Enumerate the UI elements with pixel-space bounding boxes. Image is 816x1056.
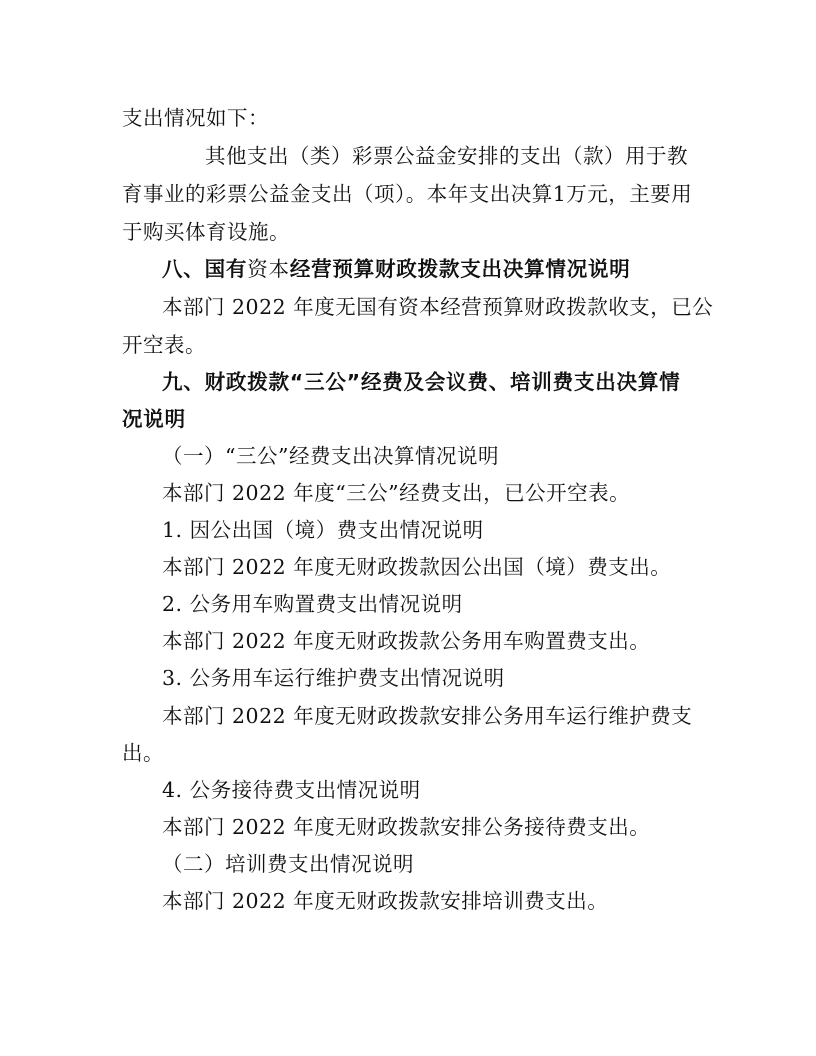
paragraph-line: 本部门 2022 年度无财政拨款安排公务接待费支出。: [162, 815, 651, 839]
paragraph-line: 本部门 2022 年度无财政拨款因公出国（境）费支出。: [162, 555, 672, 579]
heading-text: 经营预算财政拨款支出决算情况说明: [289, 257, 631, 281]
paragraph-line: 本部门 2022 年度无财政拨款安排公务用车运行维护费支: [162, 704, 693, 728]
heading-text: 资本: [247, 257, 290, 281]
section-heading-9-cont: 况说明: [122, 407, 186, 431]
paragraph-line: 出。: [122, 741, 164, 765]
paragraph-line: 于购买体育设施。: [122, 220, 290, 244]
item-heading: 3. 公务用车运行维护费支出情况说明: [162, 666, 505, 690]
paragraph-line: 支出情况如下：: [122, 106, 269, 130]
heading-text: 八、国有: [162, 257, 248, 281]
paragraph-line: 其他支出（类）彩票公益金安排的支出（款）用于教: [205, 144, 688, 168]
item-heading: 4. 公务接待费支出情况说明: [162, 778, 421, 802]
paragraph-line: 育事业的彩票公益金支出（项）。本年支出决算1万元，主要用: [122, 182, 693, 206]
paragraph-line: 本部门 2022 年度无国有资本经营预算财政拨款收支，已公: [162, 295, 714, 319]
section-heading-8: [162, 255, 631, 283]
paragraph-line: 本部门 2022 年度无财政拨款公务用车购置费支出。: [162, 629, 651, 653]
item-heading: 1. 因公出国（境）费支出情况说明: [162, 518, 484, 542]
paragraph-line: 开空表。: [122, 333, 206, 357]
item-heading: 2. 公务用车购置费支出情况说明: [162, 592, 463, 616]
section-heading-9: 九、财政拨款“三公”经费及会议费、培训费支出决算情: [162, 370, 681, 394]
subsection-heading: （二）培训费支出情况说明: [162, 852, 414, 876]
paragraph-line: 本部门 2022 年度“三公”经费支出，已公开空表。: [162, 481, 631, 505]
paragraph-line: 本部门 2022 年度无财政拨款安排培训费支出。: [162, 889, 609, 913]
subsection-heading: （一）“三公”经费支出决算情况说明: [162, 444, 499, 468]
